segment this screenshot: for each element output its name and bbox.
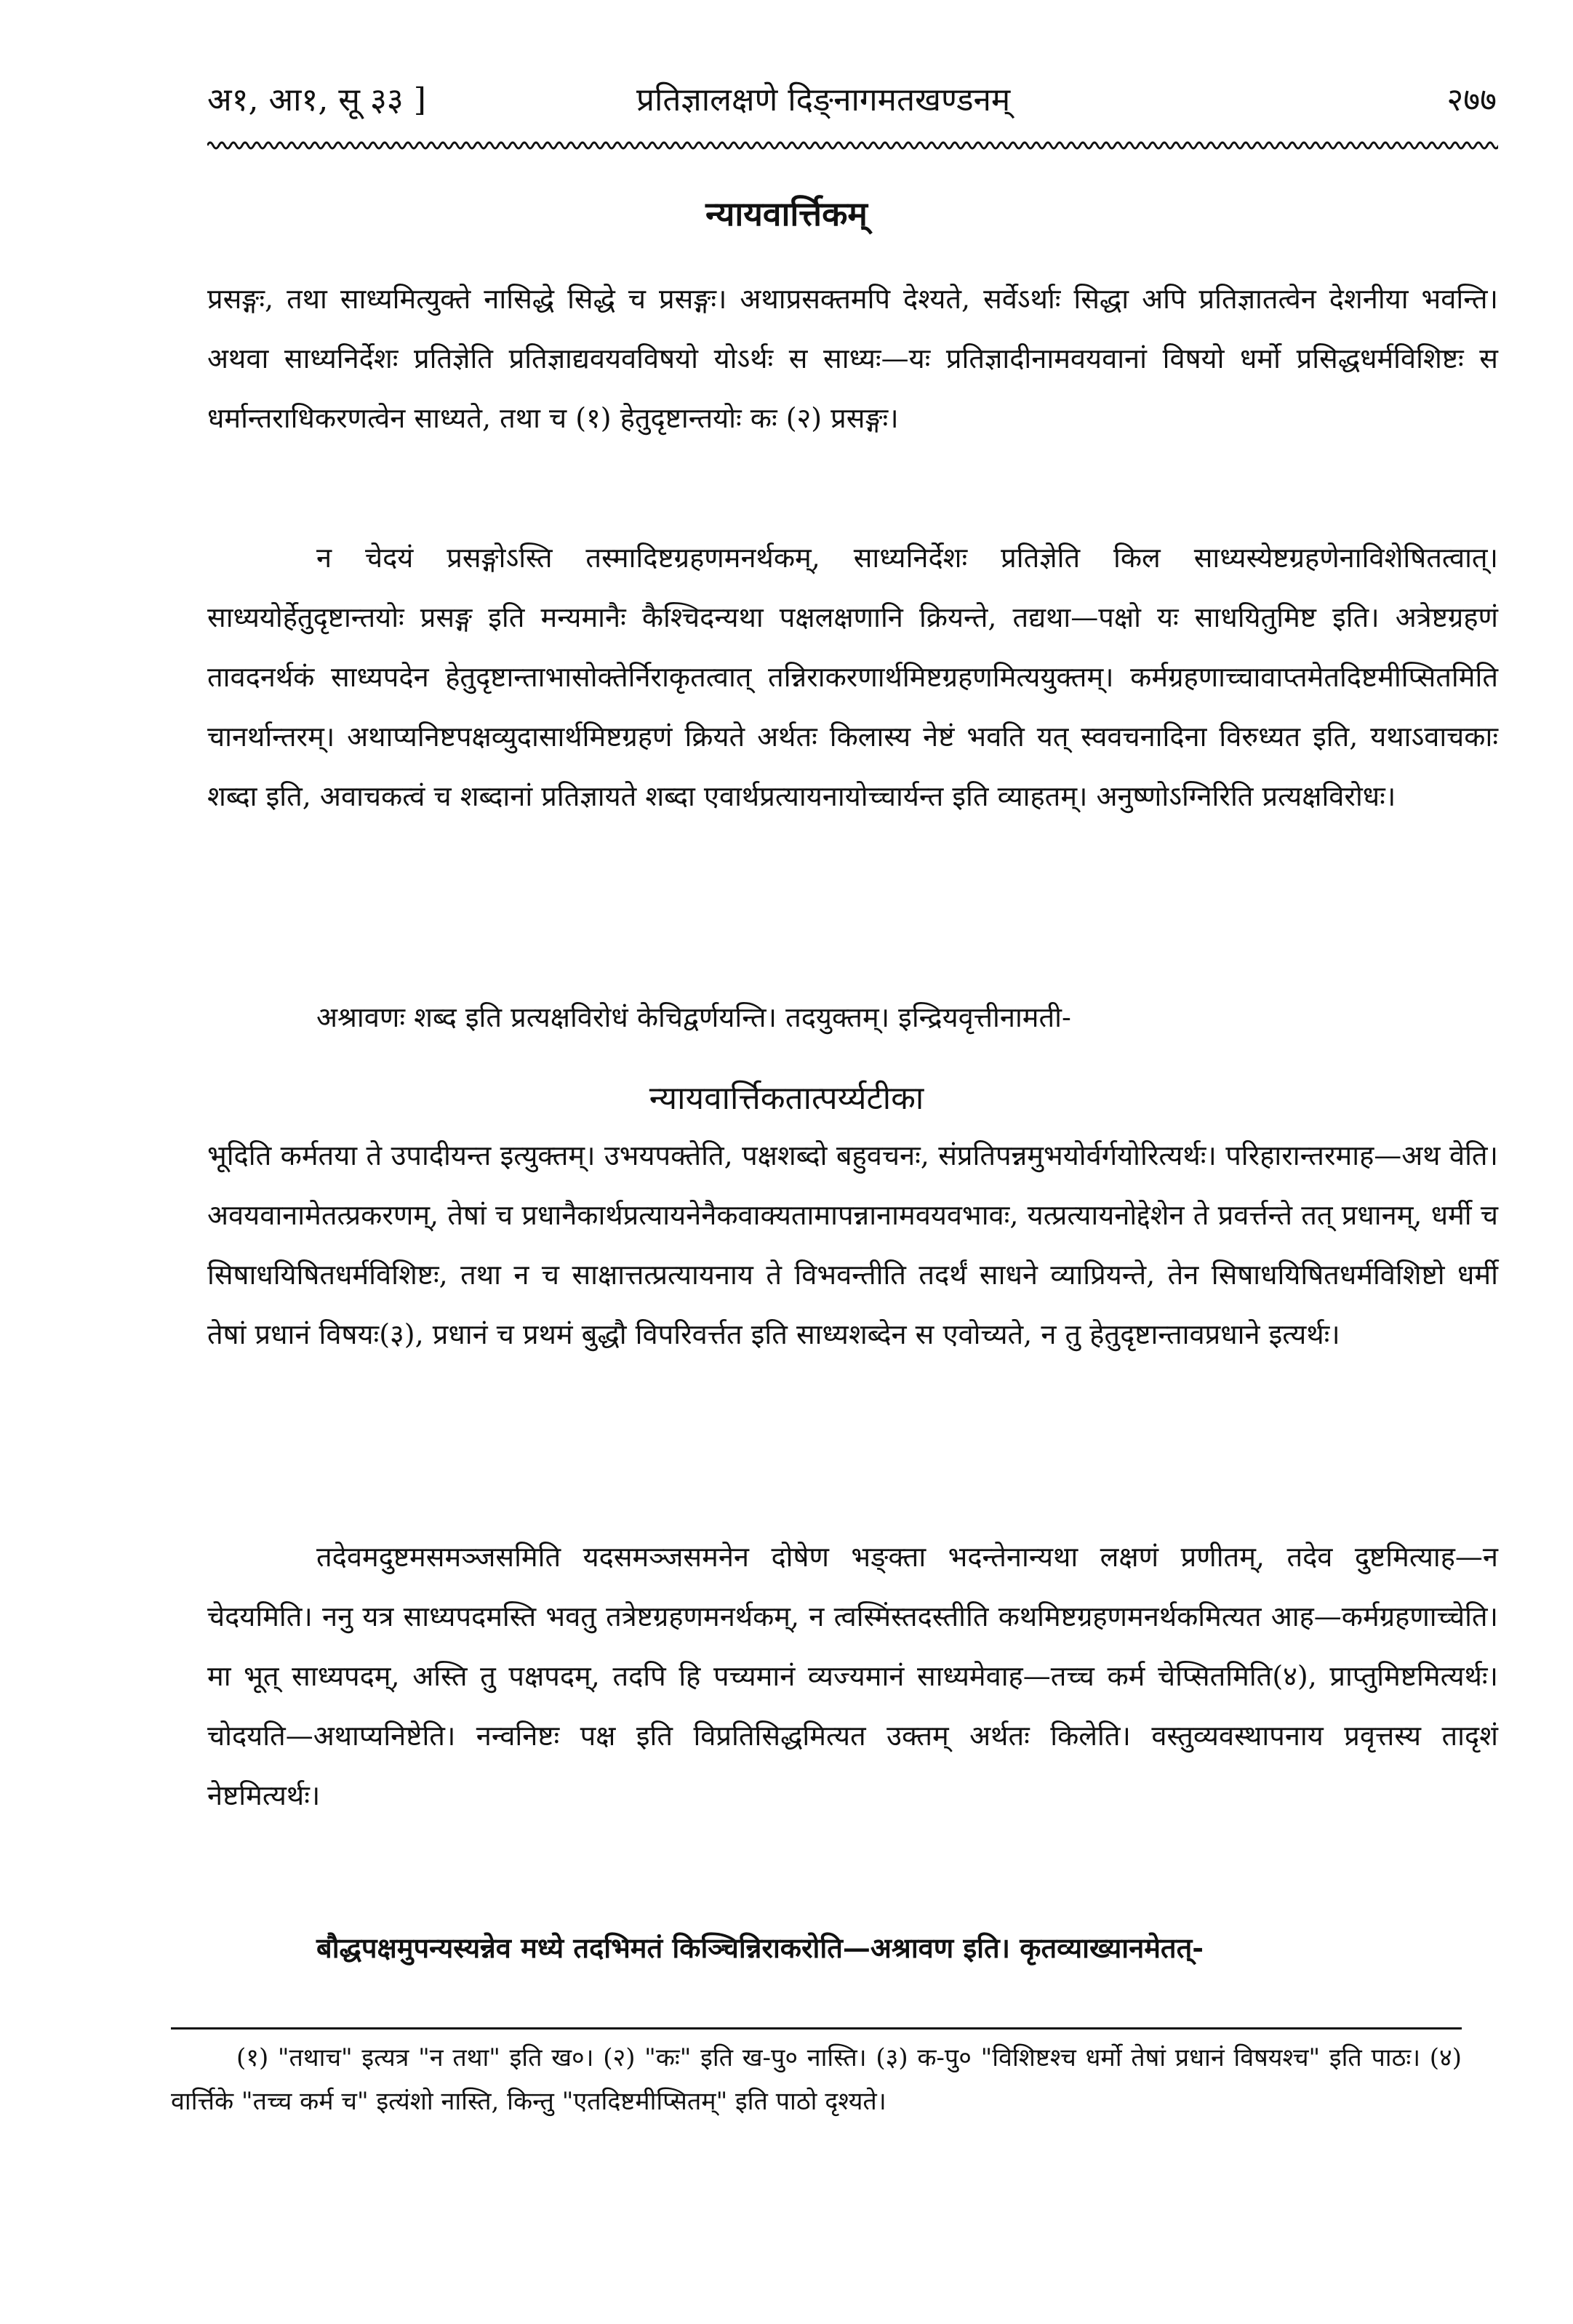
footnote-text: (१) "तथाच" इत्यत्र "न तथा" इति ख०। (२) "कः" इति ख-पु० नास्ति। (३) क-पु० "विशिष्टश्च धर्मो तेषां प्रधानं विषयश्च" इति पाठः। (४) वार्त्तिके "तच्च कर्म च" इत्यंशो नास्ति, किन्तु "एतदिष्टमीप्सितम्" इति पाठो दृश्यते।	[171, 2043, 1462, 2116]
section-reference: अ१, आ१, सू ३३ ]	[207, 81, 426, 119]
heading-tika: न्यायवार्त्तिकतात्पर्य्यटीका	[649, 1080, 924, 1117]
running-title: प्रतिज्ञालक्षणे दिङ्नागमतखण्डनम्	[636, 81, 1011, 119]
paragraph: भूदिति कर्मतया ते उपादीयन्त इत्युक्तम्। उभयपक्तेति, पक्षशब्दो बहुवचनः, संप्रतिपन्नमुभयोर्वर्गयोरित्यर्थः। परिहारान्तरमाह—अथ वेति। अवयवानामेतत्प्रकरणम्, तेषां च प्रधानैकार्थप्रत्यायनेनैकवाक्यतामापन्नानामवयवभावः, यत्प्रत्यायनोद्देशेन ते प्रवर्त्तन्ते तत् प्रधानम्, धर्मी च सिषाधयिषितधर्मविशिष्टः, तथा न च साक्षात्तत्प्रत्यायनाय ते विभवन्तीति तदर्थं साधने व्याप्रियन्ते, तेन सिषाधयिषितधर्मविशिष्टो धर्मी तेषां प्रधानं विषयः(३), प्रधानं च प्रथमं बुद्धौ विपरिवर्त्तत इति साध्यशब्देन स एवोच्यते, न तु हेतुदृष्टान्तावप्रधाने इत्यर्थः।	[207, 1139, 1498, 1350]
running-head	[207, 71, 1497, 129]
footnotes	[171, 2036, 1462, 2123]
page-number: २७७	[1446, 81, 1497, 119]
paragraph: न चेदयं प्रसङ्गोऽस्ति तस्मादिष्टग्रहणमनर्थकम्, साध्यनिर्देशः प्रतिज्ञेति किल साध्यस्येष्टग्रहणेनाविशेषितत्वात्। साध्ययोर्हेतुदृष्टान्तयोः प्रसङ्ग इति मन्यमानैः कैश्चिदन्यथा पक्षलक्षणानि क्रियन्ते, तद्यथा—पक्षो यः साधयितुमिष्ट इति। अत्रेष्टग्रहणं तावदनर्थकं साध्यपदेन हेतुदृष्टान्ताभासोक्तेर्निराकृतत्वात् तन्निराकरणार्थमिष्टग्रहणमित्ययुक्तम्। कर्मग्रहणाच्चावाप्तमेतदिष्टमीप्सितमिति चानर्थान्तरम्। अथाप्यनिष्टपक्षव्युदासार्थमिष्टग्रहणं क्रियते अर्थतः किलास्य नेष्टं भवति यत् स्ववचनादिना विरुध्यत इति, यथाऽवाचकाः शब्दा इति, अवाचकत्वं च शब्दानां प्रतिज्ञायते शब्दा एवार्थप्रत्यायनायोच्चार्यन्त इति व्याहतम्। अनुष्णोऽग्निरिति प्रत्यक्षविरोधः।	[207, 542, 1498, 812]
paragraph: अश्रावणः शब्द इति प्रत्यक्षविरोधं केचिद्वर्णयन्ति। तदयुक्तम्। इन्द्रियवृत्तीनामती-	[316, 1001, 1071, 1033]
footnote-rule	[171, 2027, 1462, 2030]
paragraph: तदेवमदुष्टमसमञ्जसमिति यदसमञ्जसमनेन दोषेण भङ्क्ता भदन्तेनान्यथा लक्षणं प्रणीतम्, तदेव दुष्टमित्याह—न चेदयमिति। ननु यत्र साध्यपदमस्ति भवतु तत्रेष्टग्रहणमनर्थकम्, न त्वस्मिंस्तदस्तीति कथमिष्टग्रहणमनर्थकमित्यत आह—कर्मग्रहणाच्चेति। मा भूत् साध्यपदम्, अस्ति तु पक्षपदम्, तदपि हि पच्यमानं व्यज्यमानं साध्यमेवाह—तच्च कर्म चेप्सितमिति(४), प्राप्तुमिष्टमित्यर्थः। चोदयति—अथाप्यनिष्टेति। नन्वनिष्टः पक्ष इति विप्रतिसिद्धमित्यत उक्तम् अर्थतः किलेति। वस्तुव्यवस्थापनाय प्रवृत्तस्य तादृशं नेष्टमित्यर्थः।	[207, 1541, 1498, 1811]
wavy-rule-divider	[207, 137, 1498, 154]
paragraph: प्रसङ्गः, तथा साध्यमित्युक्ते नासिद्धे सिद्धे च प्रसङ्गः। अथाप्रसक्तमपि देश्यते, सर्वेऽर्थाः सिद्धा अपि प्रतिज्ञातत्वेन देशनीया भवन्ति। अथवा साध्यनिर्देशः प्रतिज्ञेति प्रतिज्ञाद्यवयवविषयो योऽर्थः स साध्यः—यः प्रतिज्ञादीनामवयवानां विषयो धर्मो प्रसिद्धधर्मविशिष्टः स धर्मान्तराधिकरणत्वेन साध्यते, तथा च (१) हेतुदृष्टान्तयोः कः (२) प्रसङ्गः।	[207, 283, 1498, 434]
paragraph: बौद्धपक्षमुपन्यस्यन्नेव मध्ये तदभिमतं किञ्चिन्निराकरोति—अश्रावण इति। कृतव्याख्यानमेतत्-	[316, 1931, 1204, 1964]
heading-vartika: न्यायवार्त्तिकम्	[705, 194, 868, 233]
